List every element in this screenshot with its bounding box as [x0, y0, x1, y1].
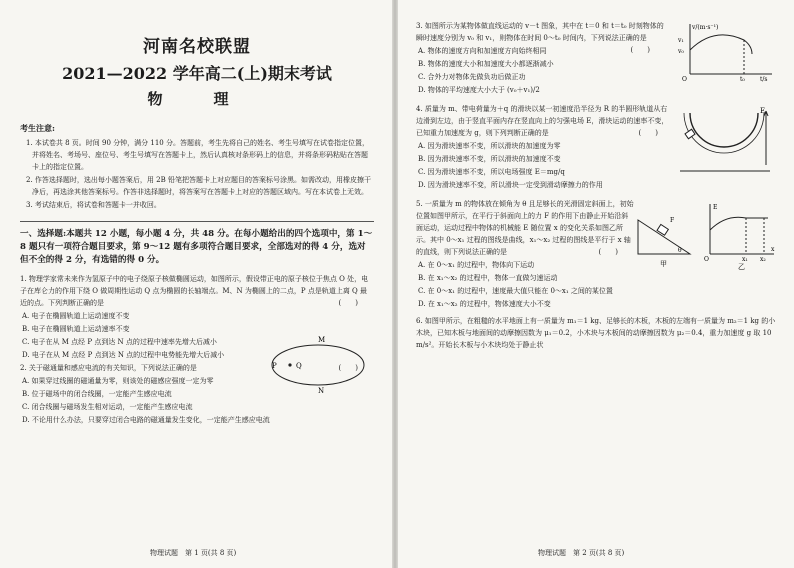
note-1: 1. 本试卷共 8 页。时间 90 分钟，满分 110 分。答题前，考生先将自己的姓名、考生号填写在试卷指定位置，并将姓名、考场号、座位号、考生号填写在答题卡上，然后认真核对条形码上的信息，并将条形码粘贴在答题卡上的指定位置。	[26, 139, 369, 171]
option-d: D. 在 x₁～x₂ 的过程中，物体速度大小不变	[418, 300, 551, 308]
note-3: 3. 考试结束后，将试卷和答题卡一并收回。	[26, 201, 161, 209]
alliance-title: 河南名校联盟	[143, 37, 251, 57]
option-c: C. 闭合线圈与磁场发生相对运动，一定能产生感应电流	[22, 403, 193, 411]
left-page	[0, 0, 392, 568]
answer-bracket: ( )	[638, 129, 658, 137]
page-footer: 物理试题 第 1 页(共 8 页)	[150, 549, 237, 557]
svg-text:θ: θ	[678, 247, 682, 254]
svg-text:t/s: t/s	[760, 76, 768, 82]
incline-and-energy-figure	[634, 200, 778, 272]
svg-text:O: O	[704, 256, 709, 263]
option-b: B. 在 x₁～x₂ 的过程中，物体一直做匀速运动	[418, 274, 558, 282]
svg-text:E: E	[713, 204, 718, 211]
option-b: B. 因为滑块速率不变，所以滑块的加速度不变	[418, 155, 561, 163]
answer-bracket: ( )	[338, 299, 358, 307]
question-3	[416, 20, 778, 97]
svg-text:F: F	[670, 217, 675, 224]
svg-text:v/(m·s⁻¹): v/(m·s⁻¹)	[692, 24, 719, 31]
label-m: M	[318, 336, 326, 344]
svg-text:x₁: x₁	[742, 256, 748, 263]
svg-text:甲: 甲	[660, 260, 667, 268]
question-4	[416, 103, 778, 192]
option-c: C. 合外力对物体先做负功后做正功	[418, 73, 526, 81]
svg-text:x: x	[771, 246, 775, 253]
option-a: A. 在 0～x₁ 的过程中，物体向下运动	[418, 261, 535, 269]
answer-bracket: ( )	[598, 248, 618, 256]
option-c: C. 电子在从 M 点经 P 点到达 N 点的过程中速率先增大后减小	[22, 338, 217, 346]
svg-text:t₀: t₀	[740, 76, 745, 82]
exam-title: 2021—2022 学年高二(上)期末考试	[62, 64, 332, 83]
question-6	[416, 315, 778, 351]
option-d: D. 物体的平均速度大小大于 (v₀＋v₁)/2	[418, 86, 540, 94]
label-n: N	[318, 387, 325, 395]
question-stem: 1. 物理学家常未来作为氢原子中的电子绕原子核做椭圆运动，如图所示，假设带正电的原子核位于焦点 O 处，电子在库仑力的作用下绕 O 做周期性运动 Q 点为椭圆的长轴端点。M、N 为椭圆上的二点，P 点是轨道上离 Q 最近的点。下列判断正确的是 ( )	[20, 275, 369, 307]
question-5	[416, 198, 778, 311]
notes-title: 考生注意:	[20, 123, 55, 133]
section-header: 一、选择题:本题共 12 小题，每小题 4 分，共 48 分。在每小题给出的四个选项中，第 1～8 题只有一项符合题目要求，第 9～12 题有多项符合题目要求，全部选对的得 4 分，选对但不全的得 2 分，有选错的得 0 分。	[20, 229, 373, 265]
label-p: P	[272, 362, 277, 370]
svg-text:乙: 乙	[738, 263, 745, 271]
question-stem: 2. 关于磁通量和感应电流的有关知识，下列说法正确的是 ( )	[20, 364, 358, 372]
option-c: C. 在 0～x₁ 的过程中，速度最大值只能在 0～x₁ 之间的某位置	[418, 287, 613, 295]
question-2	[20, 362, 374, 427]
semicircle-track-figure	[676, 105, 774, 179]
option-a: A. 如果穿过线圈的磁通量为零，则该处的磁感应强度一定为零	[22, 377, 214, 385]
question-stem: 6. 如图甲所示，在粗糙的水平地面上有一质量为 m₁＝1 kg、足够长的木板，木板的左端有一质量为 m₂＝1 kg 的小木块，已知木板与地面间的动摩擦因数为 μ₁＝0.2，小木块与木板间的动摩擦因数为 μ₂＝0.4，重力加速度 g 取 10 m/s²。开始长木板与小木块均处于静止状	[416, 317, 776, 349]
option-b: B. 电子在椭圆轨道上运动速率不变	[22, 325, 130, 333]
option-b: B. 位于磁场中的闭合线圈，一定能产生感应电流	[22, 390, 172, 398]
page-footer: 物理试题 第 2 页(共 8 页)	[538, 549, 625, 557]
question-stem: 5. 一质量为 m 的物体放在倾角为 θ 且足够长的光滑固定斜面上，初始位置如图甲所示，在平行于斜面向上的力 F 的作用下由静止开始沿斜面运动，运动过程中物体的机械能 E 随位置 x 的变化关系如图乙所示。其中 0～x₁ 过程的图线是曲线，x₁～x₂ 过程的图线是平行于 x 轴的直线，则下列说法正确的是 ( )	[416, 200, 634, 256]
label-q: Q	[296, 362, 302, 370]
question-stem: 3. 如图所示为某物体做直线运动的 v－t 图象，其中在 t＝0 和 t＝t₀ 时刻物体的瞬时速度分别为 v₀ 和 v₁，则物体在时间 0～t₀ 时间内，下列说法正确的是 ( )	[416, 22, 664, 54]
divider	[20, 221, 374, 222]
option-a: A. 因为滑块速率不变，所以滑块的加速度为零	[418, 142, 561, 150]
svg-text:v₀: v₀	[678, 48, 684, 55]
svg-text:O: O	[682, 76, 687, 82]
svg-text:v₁: v₁	[678, 37, 684, 44]
note-2: 2. 作答选择题时，选出每小题答案后，用 2B 铅笔把答题卡上对应题目的答案标号涂黑。如需改动，用橡皮擦干净后，再选涂其他答案标号。作答非选择题时，将答案写在答题卡上对应的答题区域内。写在本试卷上无效。	[26, 176, 371, 196]
option-c: C. 因为滑块速率不变，所以电场强度 E＝mg/q	[418, 168, 565, 176]
right-page	[398, 0, 794, 568]
question-stem: 4. 质量为 m、带电荷量为＋q 的滑块以某一初速度沿半径为 R 的半圆形轨道从右边滑到左边，由于竖直平面内存在竖直向上的匀强电场 E，滑块运动的速率不变，已知重力加速度为 g，则下列判断正确的是 ( )	[416, 105, 669, 137]
option-d: D. 电子在从 M 点经 P 点到达 N 点的过程中电势能先增大后减小	[22, 351, 225, 359]
svg-text:x₂: x₂	[760, 256, 766, 263]
option-d: D. 因为滑块速率不变，所以滑块一定受到滑动摩擦力的作用	[418, 181, 603, 189]
option-d: D. 不论用什么办法，只要穿过闭合电路的磁通量发生变化，一定能产生感应电流	[22, 416, 270, 424]
option-b: B. 物体的速度大小和加速度大小都逐渐减小	[418, 60, 554, 68]
option-a: A. 电子在椭圆轨道上运动速度不变	[22, 312, 130, 320]
answer-bracket: ( )	[630, 46, 650, 54]
svg-text:E: E	[760, 107, 766, 115]
vt-graph-figure	[674, 20, 778, 82]
subject-title: 物 理	[147, 90, 247, 108]
option-a: A. 物体的速度方向和加速度方向始终相同	[418, 47, 547, 55]
